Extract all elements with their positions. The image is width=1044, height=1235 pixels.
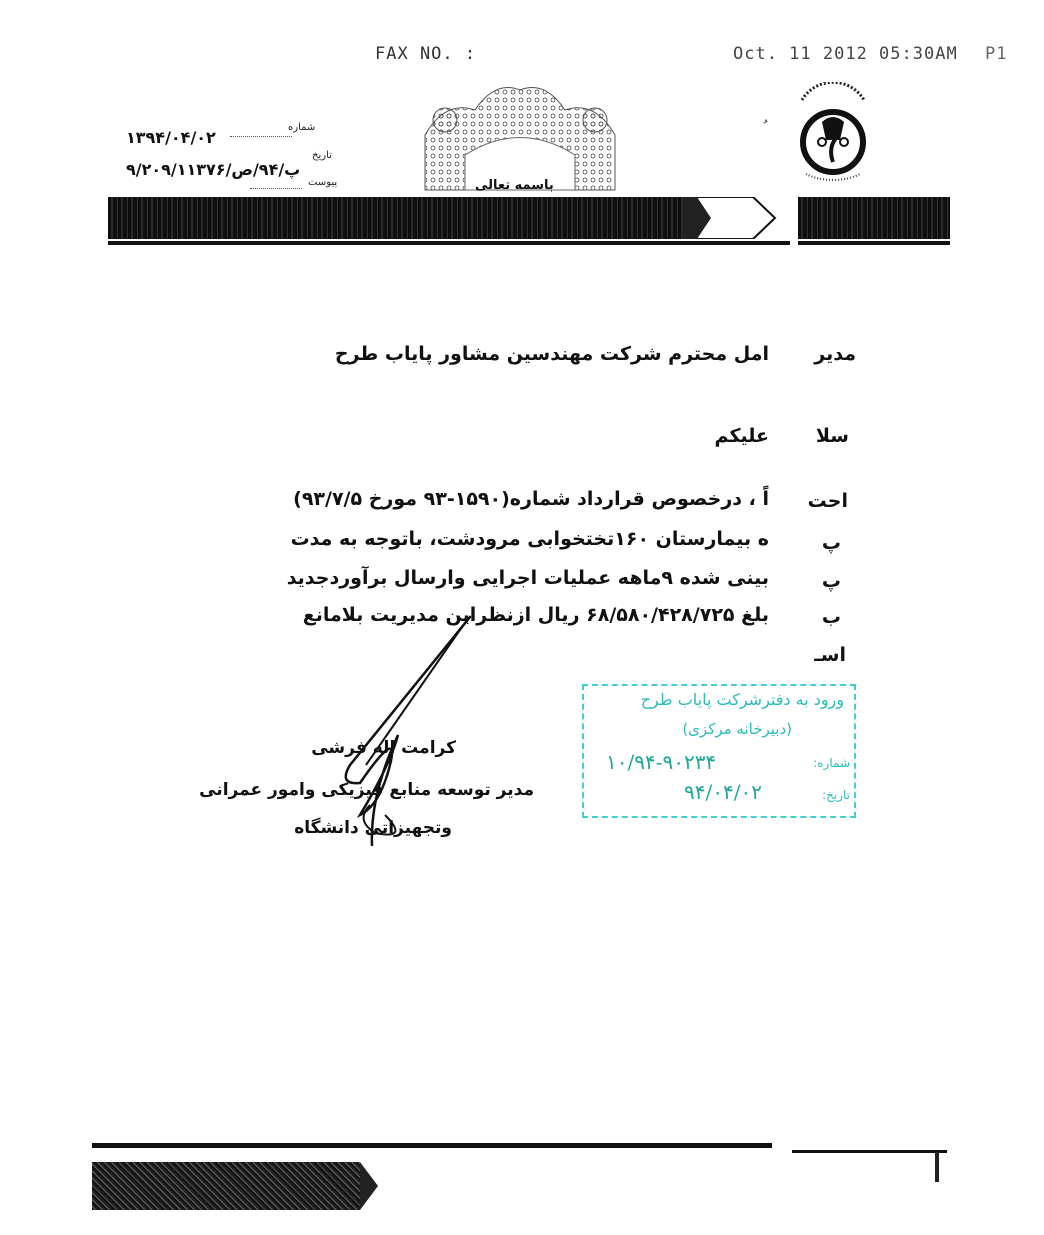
letter-date: ۱۳۹۴/۰۴/۰۲ xyxy=(126,128,216,147)
body-prefix-3: پ xyxy=(821,570,841,592)
footer-rule-main xyxy=(92,1143,772,1148)
number-label: شماره xyxy=(288,122,316,133)
body-line-4: بلغ ۶۸/۵۸۰/۴۲۸/۷۲۵ ریال ازنظراین مدیریت بلامانع xyxy=(302,604,769,626)
body-prefix-2: پ xyxy=(821,532,841,554)
body-prefix-4: ب xyxy=(821,606,841,628)
letterhead-band-right xyxy=(798,197,950,239)
recipient-line: امل محترم شرکت مهندسین مشاور پایاب طرح xyxy=(334,343,769,365)
body-prefix-1: احت xyxy=(807,490,848,512)
recipient-prefix: مدیر xyxy=(814,343,856,365)
number-dotted-line xyxy=(230,136,292,137)
letter-number: ۹/۲۰۹/۱۱۳۷۶/پ/۹۴/ص xyxy=(126,160,301,179)
stamp-title: ورود به دفترشرکت پایاب طرح xyxy=(640,690,844,709)
letterhead-rule-right xyxy=(798,241,950,245)
ministry-logo-icon xyxy=(792,82,874,182)
body-prefix-5: اسـ xyxy=(814,644,846,666)
footer-rule-right xyxy=(792,1150,947,1153)
letterhead-band-arrow xyxy=(683,197,778,243)
footer-band-arrow xyxy=(360,1162,380,1214)
fax-page-number: P1 xyxy=(985,44,1008,64)
signatory-title-1: مدیر توسعه منابع فیزیکی وامور عمرانی xyxy=(199,780,534,800)
signatory-name: کرامت اله فرشی xyxy=(311,738,456,758)
stamp-subtitle: (دبیرخانه مرکزی) xyxy=(682,720,792,738)
attachment-label: پیوست xyxy=(308,177,338,188)
body-line-2: ه بیمارستان ۱۶۰تختخوابی مرودشت، باتوجه به مدت xyxy=(290,528,769,550)
body-line-3: بینی شده ۹ماهه عملیات اجرایی وارسال برآوردجدید xyxy=(286,567,769,589)
body-line-1: اً ، درخصوص قرارداد شماره(۱۵۹۰-۹۳ مورخ ۹۳/۷/۵) xyxy=(293,488,769,510)
greeting-prefix: سلا xyxy=(815,425,849,447)
stamp-date-label: تاریخ: xyxy=(822,788,850,802)
letterhead-rule xyxy=(108,241,790,245)
stamp-number-label: شماره: xyxy=(813,756,850,770)
footer-band xyxy=(92,1162,360,1210)
greeting-line: علیکم xyxy=(714,425,769,447)
invocation-text: باسمه تعالی xyxy=(475,178,554,193)
attachment-dotted-line xyxy=(250,188,302,189)
date-label: تاریخ xyxy=(312,150,332,161)
footer-tick xyxy=(935,1152,939,1182)
letterhead-band-left xyxy=(108,197,683,239)
signatory-title-2: وتجهیزاتی دانشگاه xyxy=(294,818,452,838)
receipt-stamp xyxy=(582,684,856,818)
stamp-date-value: ۹۴/۰۴/۰۲ xyxy=(684,780,762,804)
stamp-number-value: ۱۰/۹۴-۹۰۲۳۴ xyxy=(606,750,717,774)
ornamental-emblem xyxy=(405,80,635,192)
fax-number-label: FAX NO. : xyxy=(375,44,477,64)
fax-datetime: Oct. 11 2012 05:30AM xyxy=(733,44,958,64)
